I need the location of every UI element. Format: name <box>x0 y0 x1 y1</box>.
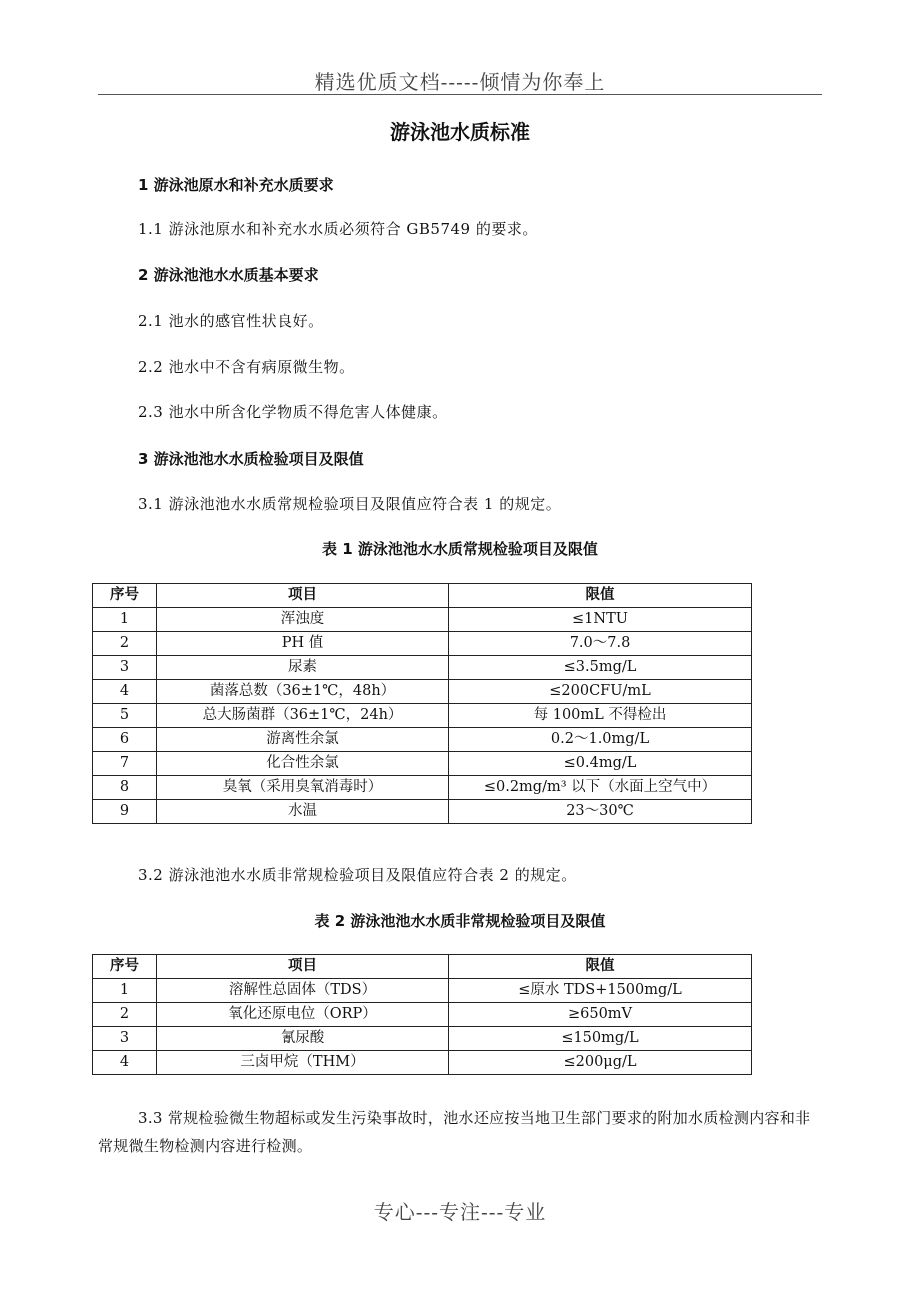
cell-limit: ≤3.5mg/L <box>449 656 752 680</box>
cell-limit: ≤200CFU/mL <box>449 680 752 704</box>
table-row <box>93 728 752 752</box>
paragraph-3-3: 3.3 常规检验微生物超标或发生污染事故时，池水还应按当地卫生部门要求的附加水质检测内容和非常规微生物检测内容进行检测。 <box>98 1109 811 1155</box>
cell-index: 2 <box>93 1003 157 1027</box>
cell-item: 菌落总数（36±1℃，48h） <box>157 680 449 704</box>
cell-limit: ≥650mV <box>449 1003 752 1027</box>
table-row <box>93 656 752 680</box>
header-limit: 限值 <box>449 584 752 608</box>
header-item: 项目 <box>157 584 449 608</box>
header-item: 项目 <box>157 955 449 979</box>
table-row <box>93 752 752 776</box>
paragraph-2-3: 2.3 池水中所含化学物质不得危害人体健康。 <box>138 403 448 421</box>
page-header: 精选优质文档-----倾情为你奉上 <box>314 70 606 94</box>
table-row <box>93 979 752 1003</box>
cell-index: 8 <box>93 776 157 800</box>
cell-item: 氰尿酸 <box>157 1027 449 1051</box>
cell-index: 4 <box>93 680 157 704</box>
cell-item: 三卤甲烷（THM） <box>157 1051 449 1075</box>
header-limit: 限值 <box>449 955 752 979</box>
cell-index: 4 <box>93 1051 157 1075</box>
document-title: 游泳池水质标准 <box>390 120 530 144</box>
table-row <box>93 680 752 704</box>
paragraph-2-1: 2.1 池水的感官性状良好。 <box>138 312 324 330</box>
header-divider <box>98 94 822 95</box>
section-3-heading: 3 游泳池池水水质检验项目及限值 <box>138 450 364 468</box>
table-row <box>93 704 752 728</box>
table-row <box>93 1051 752 1075</box>
cell-item: 水温 <box>157 800 449 824</box>
cell-limit: 0.2～1.0mg/L <box>449 728 752 752</box>
cell-item: 游离性余氯 <box>157 728 449 752</box>
cell-index: 3 <box>93 656 157 680</box>
paragraph-1-1: 1.1 游泳池原水和补充水水质必须符合 GB5749 的要求。 <box>138 220 538 238</box>
table-row <box>93 1003 752 1027</box>
cell-index: 3 <box>93 1027 157 1051</box>
cell-index: 9 <box>93 800 157 824</box>
table-row <box>93 608 752 632</box>
table-row <box>93 800 752 824</box>
cell-index: 5 <box>93 704 157 728</box>
table-row <box>93 1027 752 1051</box>
table-row <box>93 632 752 656</box>
cell-limit: 23～30℃ <box>449 800 752 824</box>
cell-item: 化合性余氯 <box>157 752 449 776</box>
paragraph-3-2: 3.2 游泳池池水水质非常规检验项目及限值应符合表 2 的规定。 <box>138 866 577 884</box>
table-1-caption: 表 1 游泳池池水水质常规检验项目及限值 <box>322 540 598 558</box>
table-header-row <box>93 955 752 979</box>
cell-limit: 每 100mL 不得检出 <box>449 704 752 728</box>
cell-item: 氧化还原电位（ORP） <box>157 1003 449 1027</box>
header-index: 序号 <box>93 955 157 979</box>
cell-item: PH 值 <box>157 632 449 656</box>
cell-item: 总大肠菌群（36±1℃，24h） <box>157 704 449 728</box>
cell-limit: ≤原水 TDS+1500mg/L <box>449 979 752 1003</box>
cell-limit: ≤1NTU <box>449 608 752 632</box>
table-2 <box>92 954 752 1075</box>
paragraph-3-1: 3.1 游泳池池水水质常规检验项目及限值应符合表 1 的规定。 <box>138 495 562 513</box>
cell-item: 溶解性总固体（TDS） <box>157 979 449 1003</box>
cell-item: 臭氧（采用臭氧消毒时） <box>157 776 449 800</box>
cell-limit: ≤150mg/L <box>449 1027 752 1051</box>
table-header-row <box>93 584 752 608</box>
cell-index: 1 <box>93 608 157 632</box>
section-1-heading: 1 游泳池原水和补充水质要求 <box>138 176 334 194</box>
cell-limit: ≤200μg/L <box>449 1051 752 1075</box>
cell-item: 浑浊度 <box>157 608 449 632</box>
page-footer: 专心---专注---专业 <box>373 1200 547 1224</box>
table-1 <box>92 583 752 824</box>
header-index: 序号 <box>93 584 157 608</box>
table-row <box>93 776 752 800</box>
cell-limit: ≤0.2mg/m³ 以下（水面上空气中） <box>449 776 752 800</box>
table-2-caption: 表 2 游泳池池水水质非常规检验项目及限值 <box>314 912 606 930</box>
paragraph-2-2: 2.2 池水中不含有病原微生物。 <box>138 358 355 376</box>
cell-index: 6 <box>93 728 157 752</box>
cell-limit: ≤0.4mg/L <box>449 752 752 776</box>
section-2-heading: 2 游泳池池水水质基本要求 <box>138 266 319 284</box>
cell-index: 7 <box>93 752 157 776</box>
cell-item: 尿素 <box>157 656 449 680</box>
cell-limit: 7.0～7.8 <box>449 632 752 656</box>
cell-index: 2 <box>93 632 157 656</box>
cell-index: 1 <box>93 979 157 1003</box>
